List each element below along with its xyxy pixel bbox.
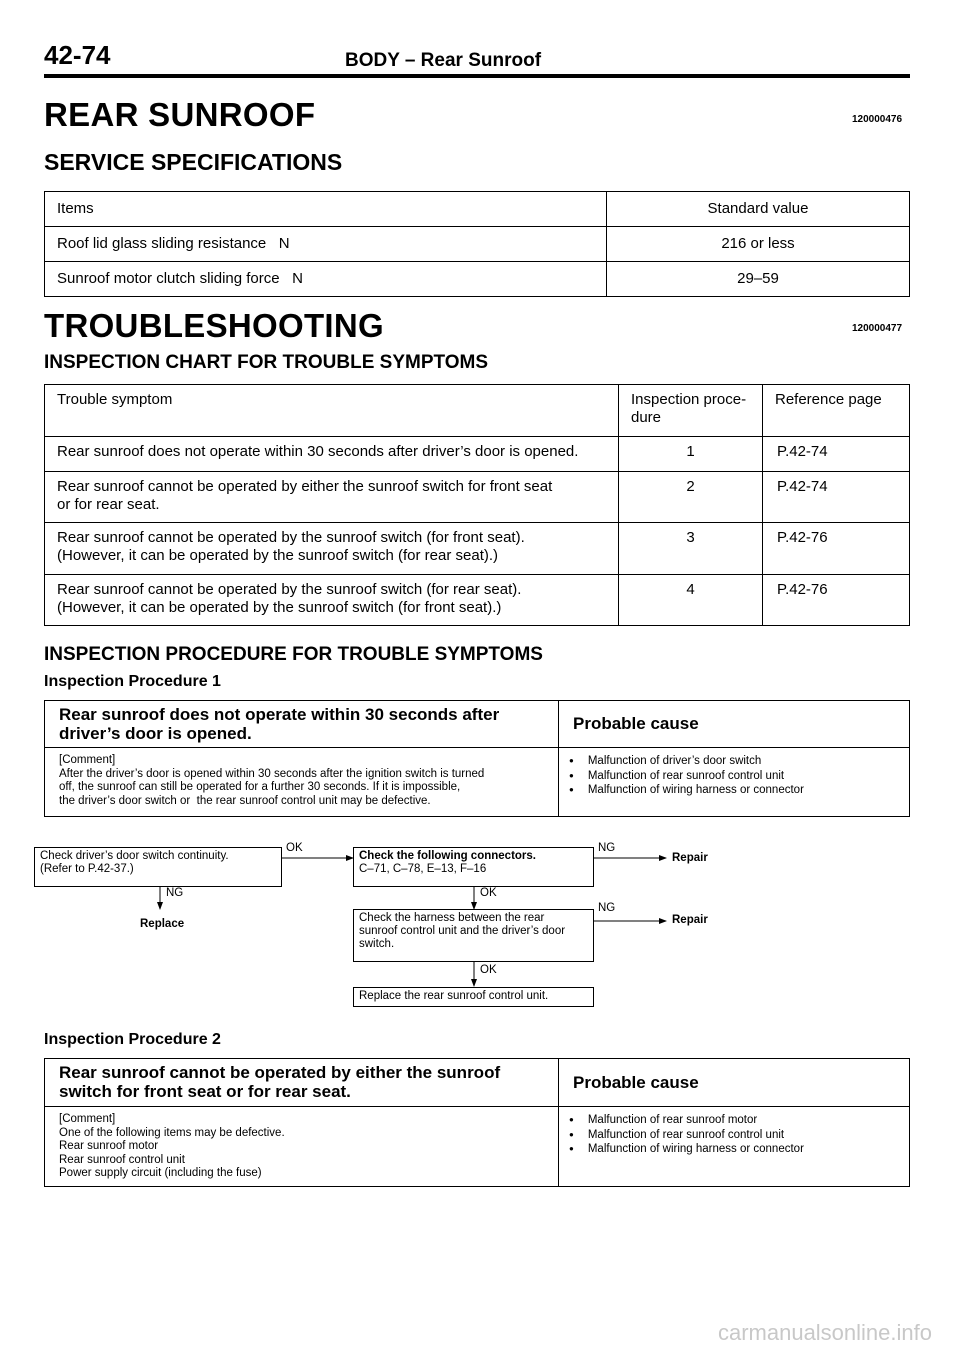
table-cell: P.42-76	[763, 523, 910, 575]
list-item: ● Malfunction of rear sunroof control unit	[569, 769, 895, 784]
flow-box-check-door-switch: Check driver’s door switch continuity. (Refer to P.42-37.)	[34, 847, 282, 887]
flow-label-ng: NG	[598, 842, 616, 854]
table-cell: 4	[619, 575, 763, 626]
procedure-1-label: Inspection Procedure 1	[44, 673, 221, 690]
inspection-chart-title: INSPECTION CHART FOR TROUBLE SYMPTOMS	[44, 352, 489, 373]
table-cell: P.42-74	[763, 437, 910, 472]
table-header: Items	[45, 192, 607, 227]
troubleshooting-title: TROUBLESHOOTING	[44, 307, 384, 344]
watermark: carmanualsonline.info	[717, 1320, 932, 1345]
table-row	[45, 1107, 910, 1187]
table-cell: Sunroof motor clutch sliding force N	[45, 262, 607, 297]
table-cell: 3	[619, 523, 763, 575]
flow-box-replace-control-unit: Replace the rear sunroof control unit.	[353, 987, 594, 1007]
section-title-rear-sunroof: REAR SUNROOF	[44, 96, 316, 133]
section-code: 120000476	[852, 114, 903, 125]
page-number: 42-74	[44, 40, 111, 70]
flow-label-repair: Repair	[672, 914, 708, 926]
procedure-1-comment: [Comment] After the driver’s door is opened within 30 seconds after the ignition switch is turned off, the sunroof can still be operated for a further 30 seconds. If it is impossible, the driver’s door switch or the rear sunroof control unit may be defective.	[45, 748, 559, 817]
table-header: Reference page	[763, 385, 910, 437]
table-cell: Rear sunroof cannot be operated by the sunroof switch (for front seat). (However, it can be operated by the sunroof switch (for rear seat).)	[45, 523, 619, 575]
procedure-2-table	[44, 1058, 910, 1187]
procedure-2-cause-header: Probable cause	[559, 1059, 910, 1107]
flow-label-replace: Replace	[140, 918, 185, 930]
procedure-2-label: Inspection Procedure 2	[44, 1031, 221, 1048]
table-cell: Rear sunroof does not operate within 30 seconds after driver’s door is opened.	[45, 437, 619, 472]
flow-box-check-connectors	[353, 847, 594, 887]
procedure-1-symptom: Rear sunroof does not operate within 30 seconds after driver’s door is opened.	[45, 701, 559, 748]
flow-label-ok: OK	[480, 964, 497, 976]
procedure-2-symptom: Rear sunroof cannot be operated by either the sunroof switch for front seat or for rear seat.	[45, 1059, 559, 1107]
table-cell: P.42-74	[763, 472, 910, 523]
procedure-2-causes	[559, 1107, 910, 1187]
table-header: Standard value	[607, 192, 910, 227]
flow-label-ok: OK	[480, 887, 497, 899]
table-cell: 216 or less	[607, 227, 910, 262]
list-item: ● Malfunction of wiring harness or connector	[569, 1142, 895, 1157]
table-header: Inspection proce- dure	[619, 385, 763, 437]
procedure-2-comment: [Comment] One of the following items may be defective. Rear sunroof motor Rear sunroof control unit Power supply circuit (including the fuse)	[45, 1107, 559, 1187]
table-row	[45, 1059, 910, 1107]
troubleshooting-code: 120000477	[852, 323, 903, 334]
table-cell: P.42-76	[763, 575, 910, 626]
flow-label-ng: NG	[166, 887, 184, 899]
flow-box-check-connectors-detail: C–71, C–78, E–13, F–16	[359, 863, 487, 875]
procedure-1-cause-header: Probable cause	[559, 701, 910, 748]
table-cell: Rear sunroof cannot be operated by the sunroof switch (for rear seat). (However, it can be operated by the sunroof switch (for front seat).)	[45, 575, 619, 626]
service-specs-title: SERVICE SPECIFICATIONS	[44, 149, 343, 175]
list-item: ● Malfunction of rear sunroof control unit	[569, 1128, 895, 1143]
flow-box-check-harness: Check the harness between the rear sunroof control unit and the driver’s door switch.	[353, 909, 594, 962]
flow-label-repair: Repair	[672, 852, 708, 864]
flow-label-ok: OK	[286, 842, 303, 854]
list-item: ● Malfunction of wiring harness or connector	[569, 783, 895, 798]
page-header-title: BODY – Rear Sunroof	[345, 50, 542, 71]
table-cell: 1	[619, 437, 763, 472]
table-cell: Roof lid glass sliding resistance N	[45, 227, 607, 262]
table-cell: 29–59	[607, 262, 910, 297]
flow-label-ng: NG	[598, 902, 616, 914]
table-header: Trouble symptom	[45, 385, 619, 437]
list-item: ● Malfunction of driver’s door switch	[569, 754, 895, 769]
table-cell: 2	[619, 472, 763, 523]
inspection-procedure-title: INSPECTION PROCEDURE FOR TROUBLE SYMPTOMS	[44, 644, 543, 665]
list-item: ● Malfunction of rear sunroof motor	[569, 1113, 895, 1128]
flow-box-check-connectors-title: Check the following connectors.	[359, 850, 536, 862]
table-cell: Rear sunroof cannot be operated by either the sunroof switch for front seat or for rear seat.	[45, 472, 619, 523]
